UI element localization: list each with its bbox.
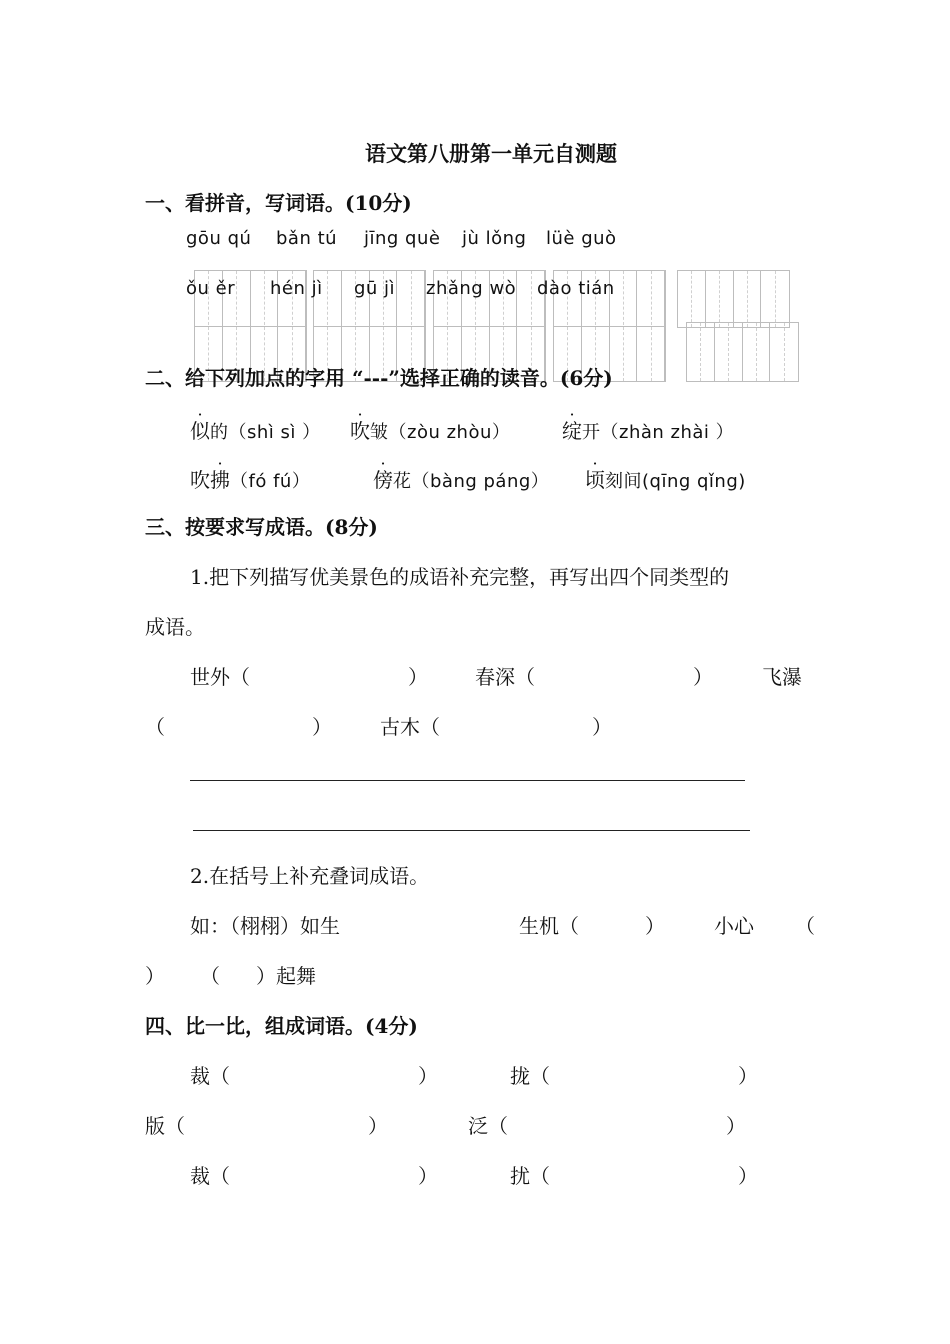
idiom-blank: 飞瀑 — [762, 665, 802, 689]
compare-blank: 扰（ — [510, 1164, 550, 1188]
reading-item: 傍花（bàng páng） — [373, 468, 550, 492]
compare-blank: 泛（ — [468, 1114, 508, 1138]
example-text: 如：（栩栩）如生 — [190, 914, 340, 938]
idiom-blank: ） — [693, 665, 713, 689]
pinyin-5: lüè guò — [546, 228, 617, 249]
idiom-blank: （ — [795, 914, 815, 938]
pinyin-2: bǎn tú — [276, 228, 338, 249]
section1-heading: 一、看拼音，写词语。(10分) — [145, 191, 412, 215]
idiom-blank: 生机（ — [519, 914, 579, 938]
pinyin-8: gū jì — [354, 278, 396, 299]
idiom-blank: ） — [592, 715, 612, 739]
pinyin-7: hén jì — [270, 278, 323, 299]
pinyin-1: gōu qú — [186, 228, 252, 249]
compare-blank: ） — [368, 1114, 388, 1138]
question-text: 成语。 — [145, 615, 205, 639]
pinyin-6: ǒu ěr — [186, 278, 236, 299]
pinyin-9: zhǎng wò — [426, 278, 517, 299]
compare-blank: ） — [738, 1164, 758, 1188]
pinyin-4: jù lǒng — [462, 228, 527, 249]
idiom-blank: ） — [312, 715, 332, 739]
reading-item: 绽开（zhàn zhài ） — [562, 419, 735, 443]
compare-blank: 裁（ — [190, 1064, 230, 1088]
answer-line[interactable] — [193, 830, 750, 831]
compare-blank: ） — [418, 1164, 438, 1188]
pinyin-3: jīng què — [364, 228, 441, 249]
writing-grid[interactable] — [686, 322, 799, 382]
page-title: 语文第八册第一单元自测题 — [365, 141, 617, 166]
question-text: 2.在括号上补充叠词成语。 — [190, 864, 430, 888]
idiom-blank: 春深（ — [475, 665, 535, 689]
reading-item: 似的（shì sì ） — [190, 419, 321, 443]
idiom-blank: 世外（ — [190, 665, 250, 689]
pinyin-10: dào tián — [537, 278, 615, 299]
compare-blank: 拢（ — [510, 1064, 550, 1088]
compare-blank: ） — [726, 1114, 746, 1138]
idiom-blank: ） — [408, 665, 428, 689]
reading-item: 吹皱（zòu zhòu） — [350, 419, 511, 443]
idiom-blank: ）起舞 — [256, 964, 316, 988]
compare-blank: ） — [738, 1064, 758, 1088]
compare-blank: 版（ — [145, 1114, 185, 1138]
compare-blank: ） — [418, 1064, 438, 1088]
idiom-blank: 小心 — [714, 914, 754, 938]
reading-item: 吹拂（fó fú） — [190, 468, 311, 492]
idiom-blank: 古木（ — [380, 715, 440, 739]
idiom-blank: （ — [145, 715, 165, 739]
idiom-blank: （ — [200, 964, 220, 988]
section2-heading: 二、给下列加点的字用 “---”选择正确的读音。(6分) — [145, 366, 613, 390]
section4-heading: 四、比一比，组成词语。(4分) — [145, 1014, 418, 1038]
section3-heading: 三、按要求写成语。(8分) — [145, 515, 378, 539]
compare-blank: 裁（ — [190, 1164, 230, 1188]
answer-line[interactable] — [190, 780, 745, 781]
idiom-blank: ） — [645, 914, 665, 938]
idiom-blank: ） — [145, 964, 165, 988]
question-text: 1.把下列描写优美景色的成语补充完整，再写出四个同类型的 — [190, 565, 730, 589]
reading-item: 顷刻间(qīng qǐng) — [585, 468, 746, 492]
writing-grid[interactable] — [677, 270, 790, 328]
